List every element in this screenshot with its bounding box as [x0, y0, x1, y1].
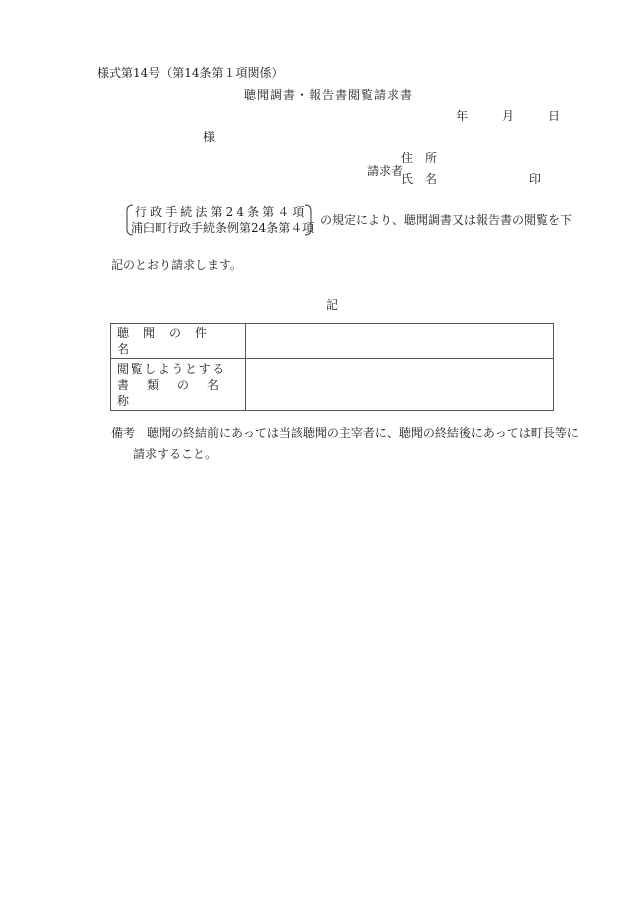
requester-label: 請求者: [367, 164, 404, 178]
document-title: 聴聞調書・報告書閲覧請求書: [244, 88, 414, 102]
hearing-subject-field[interactable]: [246, 324, 554, 359]
document-name-label-line-2: 書類の名称: [117, 377, 238, 408]
addressee-honorific: 様: [203, 130, 216, 144]
remarks-text-1: 聴聞の終結前にあっては当該聴聞の主宰者に、聴聞の終結後にあっては町長等に: [147, 426, 579, 440]
document-name-field[interactable]: [246, 359, 554, 411]
request-text-line-1: の規定により、聴聞調書又は報告書の閲覧を下: [320, 213, 573, 227]
document-name-label-line-1: 閲覧しようとする: [117, 361, 226, 376]
remarks-line-1: [111, 427, 579, 439]
request-text-line-2: 記のとおり請求します。: [111, 258, 243, 272]
table-row: [111, 324, 554, 359]
name-label: 氏名: [401, 172, 450, 186]
address-label: 住所: [401, 151, 450, 165]
remarks-label: 備考: [111, 426, 136, 440]
hearing-subject-label-cell: [111, 324, 246, 359]
table-row: [111, 359, 554, 411]
form-number: 様式第14号（第14条第１項関係）: [97, 66, 284, 80]
remarks-line-2: 請求すること。: [133, 447, 218, 461]
law-reference-1: 行政手続法第24条第４項: [135, 205, 308, 219]
seal-mark: 印: [529, 172, 542, 186]
date-day-label: 日: [548, 109, 561, 123]
date-month-label: 月: [502, 109, 515, 123]
hearing-subject-label: 聴聞の件名: [117, 326, 222, 356]
ki-heading: 記: [326, 298, 339, 312]
date-year-label: 年: [456, 109, 469, 123]
law-reference-2: 浦臼町行政手続条例第24条第４項: [131, 221, 315, 235]
request-table: [110, 323, 554, 411]
date-row: [456, 110, 560, 122]
document-name-label-cell: [111, 359, 246, 411]
